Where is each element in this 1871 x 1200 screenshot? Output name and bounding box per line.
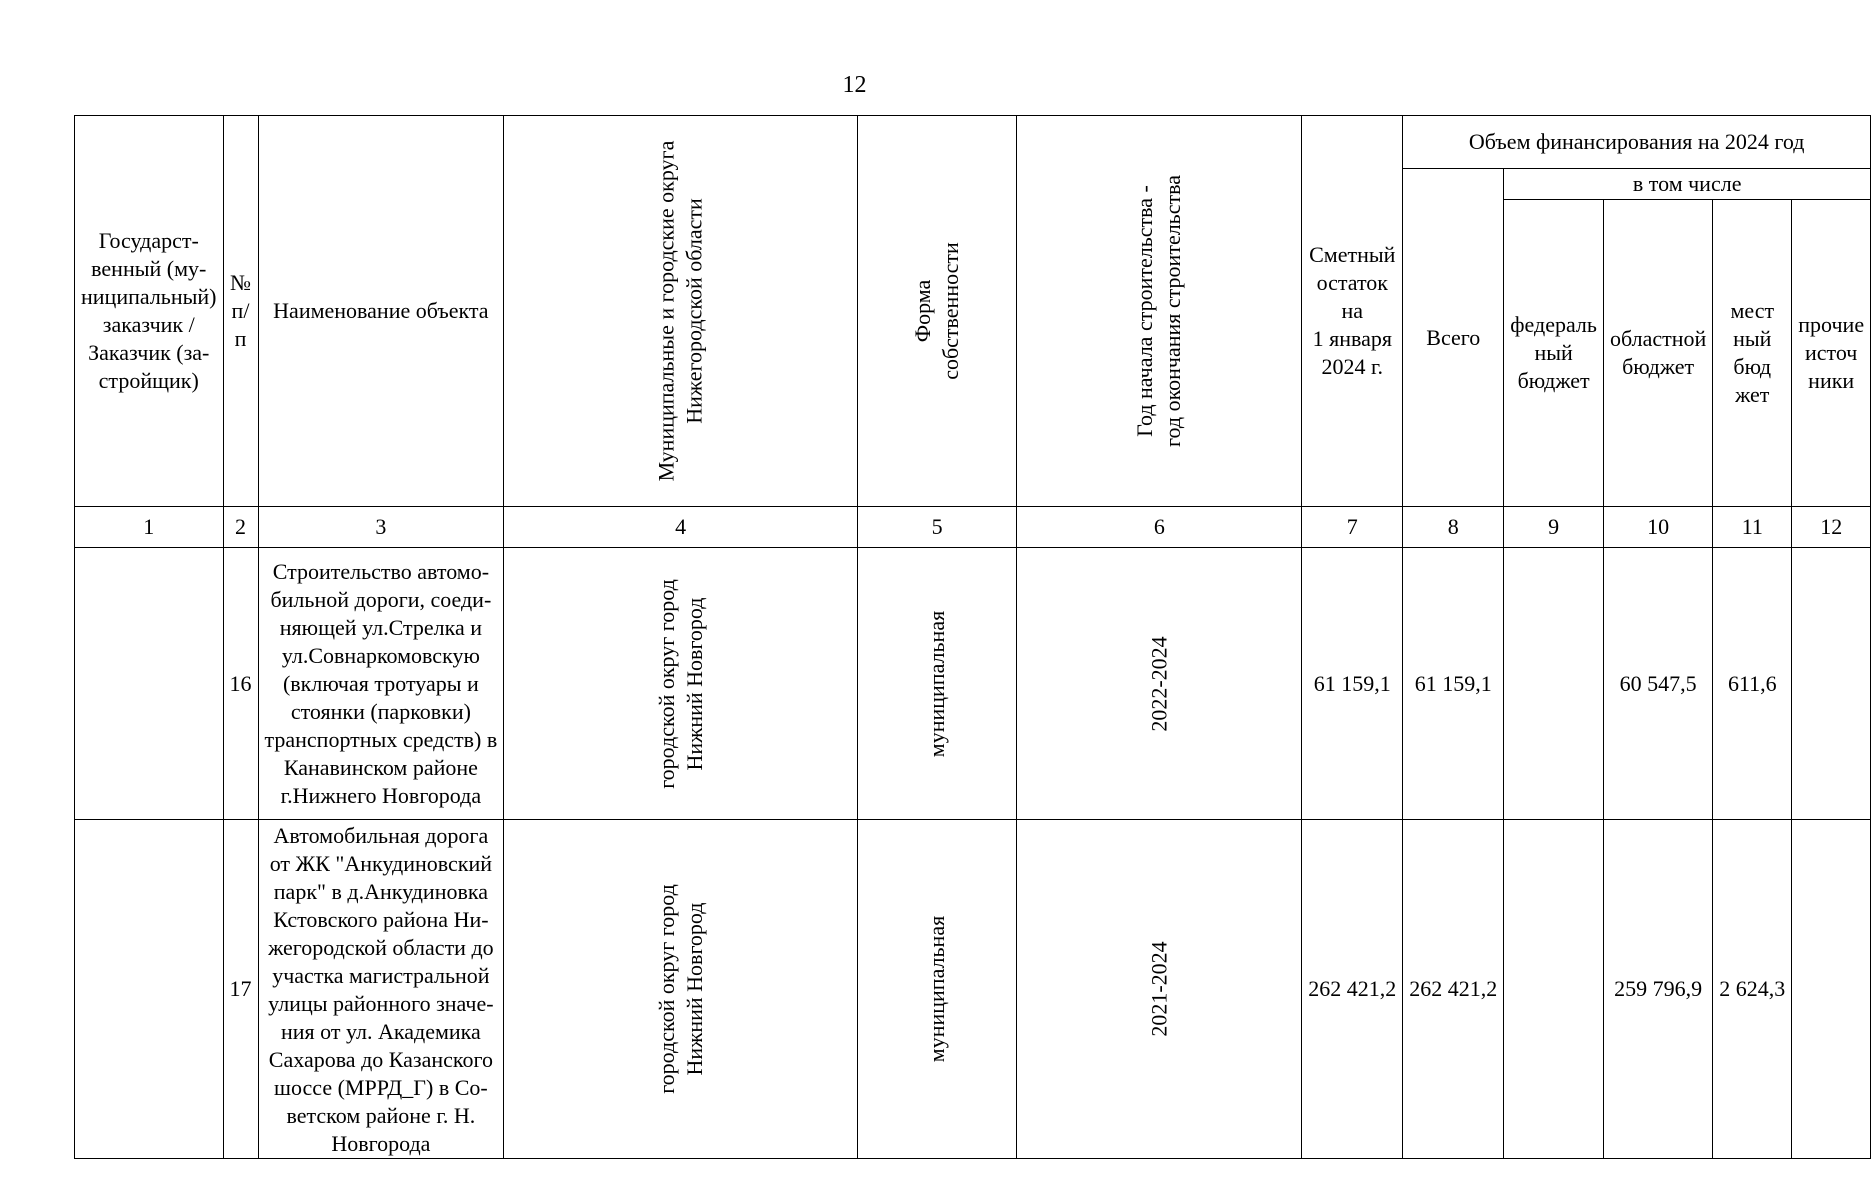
column-number: 2 xyxy=(223,507,258,548)
customer-cell xyxy=(75,820,224,1159)
row-number: 17 xyxy=(223,820,258,1159)
regional-cell: 259 796,9 xyxy=(1603,820,1712,1159)
header-regional: областной бюджет xyxy=(1603,200,1712,507)
years-cell: 2021-2024 xyxy=(1017,820,1302,1159)
header-row-1 xyxy=(75,116,1871,169)
financing-table xyxy=(74,115,1871,1159)
estimate-balance-cell: 262 421,2 xyxy=(1302,820,1403,1159)
regional-cell: 60 547,5 xyxy=(1603,548,1712,820)
column-number: 9 xyxy=(1504,507,1604,548)
header-estimate-balance: Сметный остаток на 1 января 2024 г. xyxy=(1302,116,1403,507)
header-number: № п/п xyxy=(223,116,258,507)
local-cell: 2 624,3 xyxy=(1713,820,1792,1159)
object-name: Строительство автомо- бильной дороги, соеди- няющей ул.Стрелка и ул.Совнаркомовскую (включая тротуары и стоянки (парковки) транспортных средств) в Канавинском районе г.Нижнего Новгорода xyxy=(258,548,504,820)
header-financing-title: Объем финансирования на 2024 год xyxy=(1403,116,1871,169)
column-number: 6 xyxy=(1017,507,1302,548)
column-number: 1 xyxy=(75,507,224,548)
table-row xyxy=(75,820,1871,1159)
district-cell: городской округ город Нижний Новгород xyxy=(504,820,858,1159)
row-number: 16 xyxy=(223,548,258,820)
federal-cell xyxy=(1504,820,1604,1159)
other-cell xyxy=(1792,548,1871,820)
header-local: мест ный бюд жет xyxy=(1713,200,1792,507)
header-district: Муниципальные и городские округа Нижегородской области xyxy=(504,116,858,507)
column-number: 3 xyxy=(258,507,504,548)
column-number: 4 xyxy=(504,507,858,548)
estimate-balance-cell: 61 159,1 xyxy=(1302,548,1403,820)
other-cell xyxy=(1792,820,1871,1159)
total-cell: 61 159,1 xyxy=(1403,548,1504,820)
years-cell: 2022-2024 xyxy=(1017,548,1302,820)
header-including: в том числе xyxy=(1504,169,1871,200)
column-numbers-row xyxy=(75,507,1871,548)
header-other: прочие источ ники xyxy=(1792,200,1871,507)
ownership-cell: муниципальная xyxy=(857,820,1016,1159)
column-number: 7 xyxy=(1302,507,1403,548)
column-number: 10 xyxy=(1603,507,1712,548)
column-number: 8 xyxy=(1403,507,1504,548)
column-number: 5 xyxy=(857,507,1016,548)
header-customer: Государст- венный (му- ниципальный) заказчик / Заказчик (за- стройщик) xyxy=(75,116,224,507)
local-cell: 611,6 xyxy=(1713,548,1792,820)
column-number: 12 xyxy=(1792,507,1871,548)
header-years: Год начала строительства - год окончания строительства xyxy=(1017,116,1302,507)
page-number: 12 xyxy=(842,72,867,98)
object-name: Автомобильная дорога от ЖК "Анкудиновский парк" в д.Анкудиновка Кстовского района Ни- жегородской области до участка магистральной улицы районного значе- ния от ул. Академика Сахарова до Казанского шоссе (МРРД_Г) в Со- ветском районе г. Н. Новгорода xyxy=(258,820,504,1159)
total-cell: 262 421,2 xyxy=(1403,820,1504,1159)
customer-cell xyxy=(75,548,224,820)
table-row xyxy=(75,548,1871,820)
header-object-name: Наименование объекта xyxy=(258,116,504,507)
ownership-cell: муниципальная xyxy=(857,548,1016,820)
column-number: 11 xyxy=(1713,507,1792,548)
header-federal: федераль ный бюджет xyxy=(1504,200,1604,507)
district-cell: городской округ город Нижний Новгород xyxy=(504,548,858,820)
header-total: Всего xyxy=(1403,169,1504,507)
federal-cell xyxy=(1504,548,1604,820)
header-ownership: Форма собственности xyxy=(857,116,1016,507)
